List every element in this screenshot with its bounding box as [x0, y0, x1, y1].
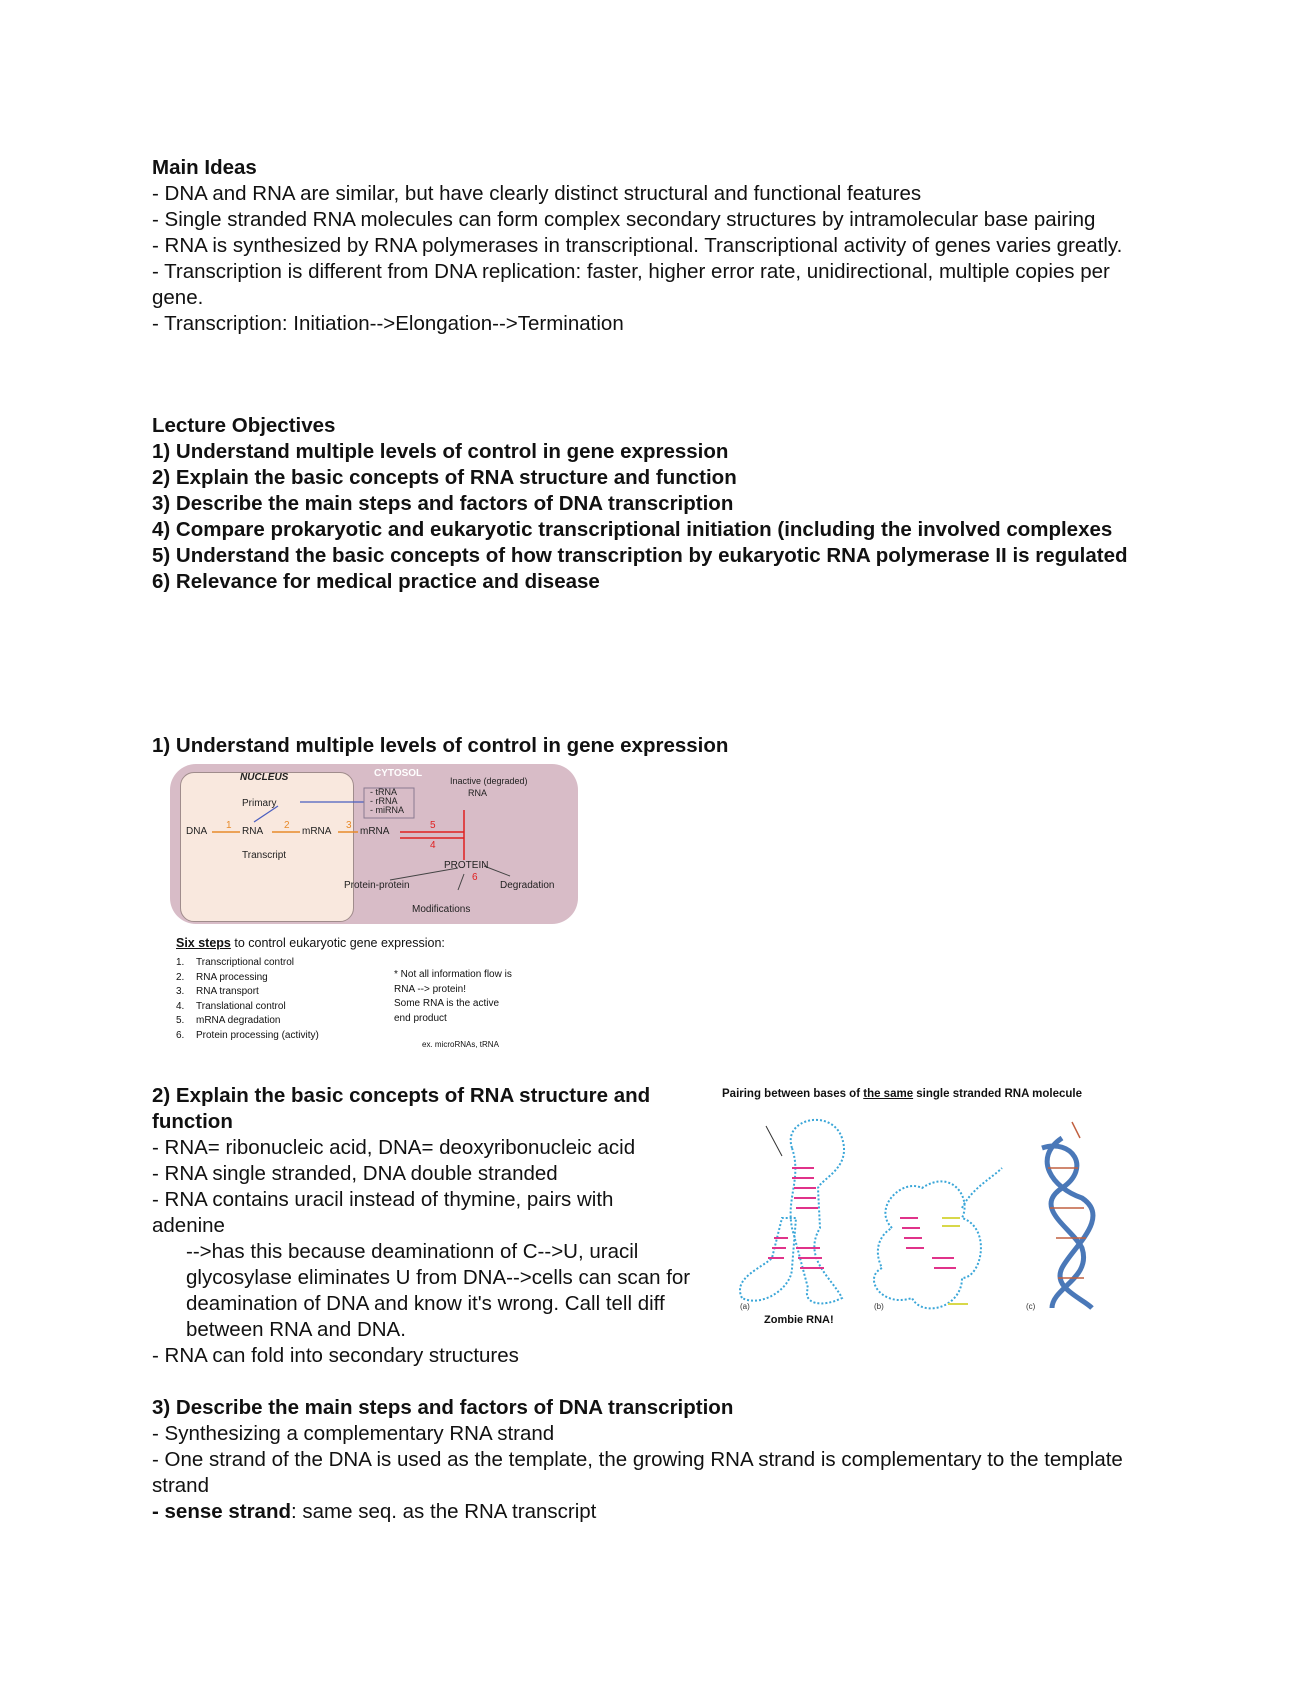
mrna-label: mRNA	[302, 826, 332, 837]
protein-label: PROTEIN	[444, 860, 489, 871]
objective-item: 1) Understand multiple levels of control in gene expression	[152, 440, 729, 463]
step-number: 1	[226, 820, 232, 831]
step-number: 3	[346, 820, 352, 831]
rna-figure-caption: Pairing between bases of the same single stranded RNA molecule	[722, 1088, 1083, 1100]
objective-item: 3) Describe the main steps and factors of DNA transcription	[152, 492, 734, 515]
section2-item: - RNA contains uracil instead of thymine, pairs with adenine	[152, 1188, 614, 1237]
inactive-label: Inactive (degraded)	[450, 776, 528, 786]
list-item: 5. mRNA degradation	[176, 1015, 281, 1026]
sense-strand-term: - sense strand	[152, 1500, 291, 1523]
protein-protein-label: Protein-protein	[344, 880, 410, 891]
six-steps-rest: to control eukaryotic gene expression:	[230, 936, 445, 950]
rna-secondary-structure-art	[722, 1108, 1140, 1318]
list-item: 3. RNA transport	[176, 986, 259, 997]
inactive-rna-label: RNA	[468, 788, 488, 798]
main-idea-item: - Transcription is different from DNA replication: faster, higher error rate, unidirectional, multiple copies per gene.	[152, 260, 1110, 309]
panel-a-label: (a)	[740, 1302, 750, 1311]
section2-subitem: -->has this because deaminationn of C-->U, uracil glycosylase eliminates U from DNA-->cells can scan for deamination of DNA and know it's wrong. Call tell diff between RNA and DNA.	[186, 1240, 691, 1341]
objectives-heading: Lecture Objectives	[152, 414, 336, 437]
sense-strand-def: : same seq. as the RNA transcript	[291, 1500, 597, 1523]
panel-b-label: (b)	[874, 1302, 884, 1311]
step-number: 6	[472, 872, 478, 883]
list-item: 1. Transcriptional control	[176, 957, 295, 968]
step-number: 2	[284, 820, 290, 831]
objectives-section	[152, 413, 1152, 595]
objective-item: 6) Relevance for medical practice and disease	[152, 570, 600, 593]
list-item: 4. Translational control	[176, 1000, 286, 1012]
section2-item: - RNA can fold into secondary structures	[152, 1344, 519, 1367]
cytosol-label: CYTOSOL	[374, 768, 423, 779]
panel-c-label: (c)	[1026, 1302, 1036, 1311]
objective-item: 2) Explain the basic concepts of RNA structure and function	[152, 466, 737, 489]
step-number: 4	[430, 840, 436, 851]
section1-heading: 1) Understand multiple levels of control in gene expression	[152, 734, 729, 757]
mrna-cytosol-label: mRNA	[360, 826, 390, 837]
dna-label: DNA	[186, 826, 208, 837]
main-idea-item: - Single stranded RNA molecules can form complex secondary structures by intramolecular base pairing	[152, 208, 1096, 231]
six-steps-bold: Six steps	[176, 936, 231, 950]
six-steps-list	[176, 956, 319, 1043]
main-idea-item: - DNA and RNA are similar, but have clearly distinct structural and functional features	[152, 182, 922, 205]
main-idea-item: - Transcription: Initiation-->Elongation-->Termination	[152, 312, 624, 335]
zombie-rna-label: Zombie RNA!	[764, 1314, 834, 1326]
note-example: ex. microRNAs, tRNA	[422, 1040, 499, 1049]
six-steps-heading	[176, 936, 445, 950]
primary-label: Primary	[242, 798, 277, 809]
section2-item: - RNA single stranded, DNA double stranded	[152, 1162, 558, 1185]
main-idea-item: - RNA is synthesized by RNA polymerases in transcriptional. Transcriptional activity of genes varies greatly.	[152, 234, 1123, 257]
modifications-label: Modifications	[412, 904, 471, 915]
section2-heading: 2) Explain the basic concepts of RNA structure and function	[152, 1084, 651, 1133]
section3-item: - One strand of the DNA is used as the template, the growing RNA strand is complementary to the template strand	[152, 1448, 1123, 1497]
list-item: 2. RNA processing	[176, 971, 268, 983]
section3-item: - Synthesizing a complementary RNA strand	[152, 1422, 555, 1445]
rna-label: RNA	[242, 826, 264, 837]
rna-structure-figure	[722, 1088, 1140, 1338]
rrna-label: - rRNA	[370, 796, 398, 806]
nucleus-label: NUCLEUS	[240, 772, 289, 783]
gene-expression-figure	[168, 764, 584, 1060]
mirna-label: - miRNA	[370, 805, 404, 815]
transcript-label: Transcript	[242, 850, 287, 861]
section2	[152, 1083, 692, 1369]
list-item: 6. Protein processing (activity)	[176, 1029, 319, 1041]
degradation-label: Degradation	[500, 880, 555, 891]
trna-label: - tRNA	[370, 787, 397, 797]
section2-item: - RNA= ribonucleic acid, DNA= deoxyribonucleic acid	[152, 1136, 636, 1159]
step-number: 5	[430, 820, 436, 831]
main-ideas-section	[152, 155, 1152, 337]
section3	[152, 1395, 1152, 1525]
section3-item	[152, 1499, 1152, 1525]
objective-item: 4) Compare prokaryotic and eukaryotic transcriptional initiation (including the involved complexes	[152, 518, 1113, 541]
main-ideas-heading: Main Ideas	[152, 156, 257, 179]
section3-heading: 3) Describe the main steps and factors of DNA transcription	[152, 1396, 734, 1419]
section1	[152, 733, 1152, 759]
flow-note: * Not all information flow is RNA --> protein! Some RNA is the active end product	[394, 969, 512, 1024]
objective-item: 5) Understand the basic concepts of how transcription by eukaryotic RNA polymerase II is regulated	[152, 544, 1128, 567]
